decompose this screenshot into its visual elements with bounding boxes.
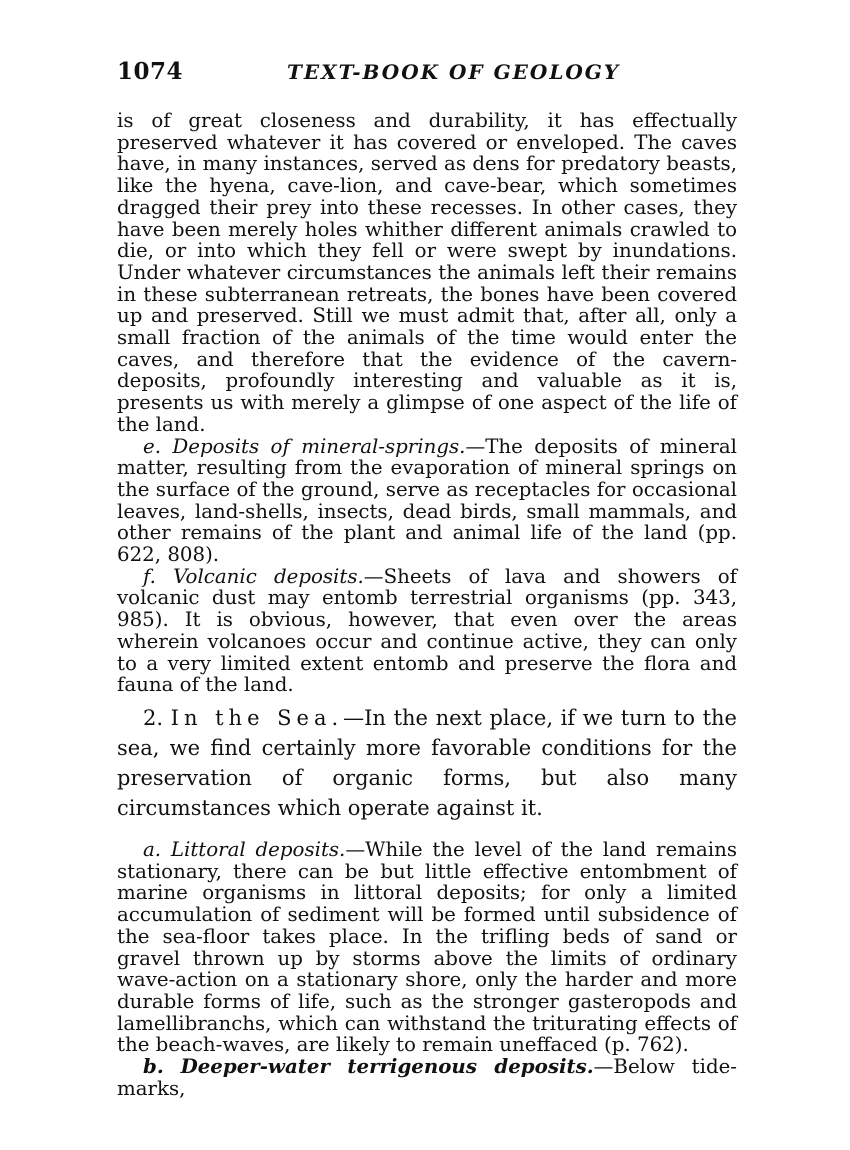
- item-body: —Below tide-marks,: [117, 1055, 737, 1100]
- paragraph-volcanic: [117, 566, 737, 696]
- text-block-sea-deposits: [117, 839, 737, 1099]
- section-in-the-sea: [117, 703, 737, 823]
- paragraph-littoral: [117, 839, 737, 1056]
- paragraph-sea-intro: [117, 703, 737, 823]
- item-label: a.: [143, 838, 162, 861]
- section-number: 2.: [143, 706, 164, 730]
- paragraph-caves: is of great closeness and durability, it has effectually preserved whatever it has covered or enveloped. The caves have, in many instances, served as dens for predatory beasts, like the hyena, cave-lion, and cave-bear, which sometimes dragged their prey into these recesses. In other cases, they have been merely holes whither different animals crawled to die, or into which they fell or were swept by inundations. Under whatever circumstances the animals left their remains in these subterranean retreats, the bones have been covered up and preserved. Still we must admit that, after all, only a small fraction of the animals of the time would enter the caves, and therefore that the evidence of the cavern-deposits, profoundly interesting and valuable as it is, presents us with merely a glimpse of one aspect of the life of the land.: [117, 109, 737, 436]
- page-number: 1074: [117, 58, 184, 85]
- page-header: [117, 58, 737, 88]
- section-title: In the Sea.: [170, 706, 344, 730]
- item-body: —Sheets of lava and showers of volcanic dust may entomb terrestrial organisms (pp. 343, 985). It is obvious, however, that even over the areas wherein volcanoes occur and continue active, they can only to a very limited extent entomb and preserve the flora and fauna of the land.: [117, 564, 737, 697]
- item-body: —The deposits of mineral matter, resulting from the evaporation of mineral springs on the surface of the ground, serve as receptacles for occasional leaves, land-shells, insects, dead birds, small mammals, and other remains of the plant and animal life of the land (pp. 622, 808).: [117, 434, 737, 567]
- item-title: Deeper-water terrigenous deposits.: [180, 1054, 594, 1079]
- section-body: —In the next place, if we turn to the sea, we find certainly more favorable conditions for the preservation of organic forms, but also many circumstances which operate against it.: [117, 706, 737, 820]
- item-label: f.: [143, 564, 156, 588]
- paragraph-mineral-springs: [117, 436, 737, 566]
- item-title: Littoral deposits.: [170, 838, 346, 861]
- item-label: b.: [143, 1054, 164, 1079]
- text-block-land-deposits: [117, 110, 737, 696]
- item-body: —While the level of the land remains stationary, there can be but little effective entombment of marine organisms in littoral deposits; for only a limited accumulation of sediment will be formed until subsidence of the sea-floor takes place. In the trifling beds of sand or gravel thrown up by storms above the limits of ordinary wave-action on a stationary shore, only the harder and more durable forms of life, such as the stronger gasteropods and lamellibranchs, which can withstand the triturating effects of the beach-waves, are likely to remain uneffaced (p. 762).: [117, 838, 737, 1057]
- item-title: Volcanic deposits.: [173, 564, 364, 588]
- item-title: Deposits of mineral-springs.: [172, 434, 466, 458]
- paragraph-deeper-water: [117, 1056, 737, 1099]
- item-label: e.: [143, 434, 161, 458]
- running-title: TEXT-BOOK OF GEOLOGY: [287, 60, 621, 84]
